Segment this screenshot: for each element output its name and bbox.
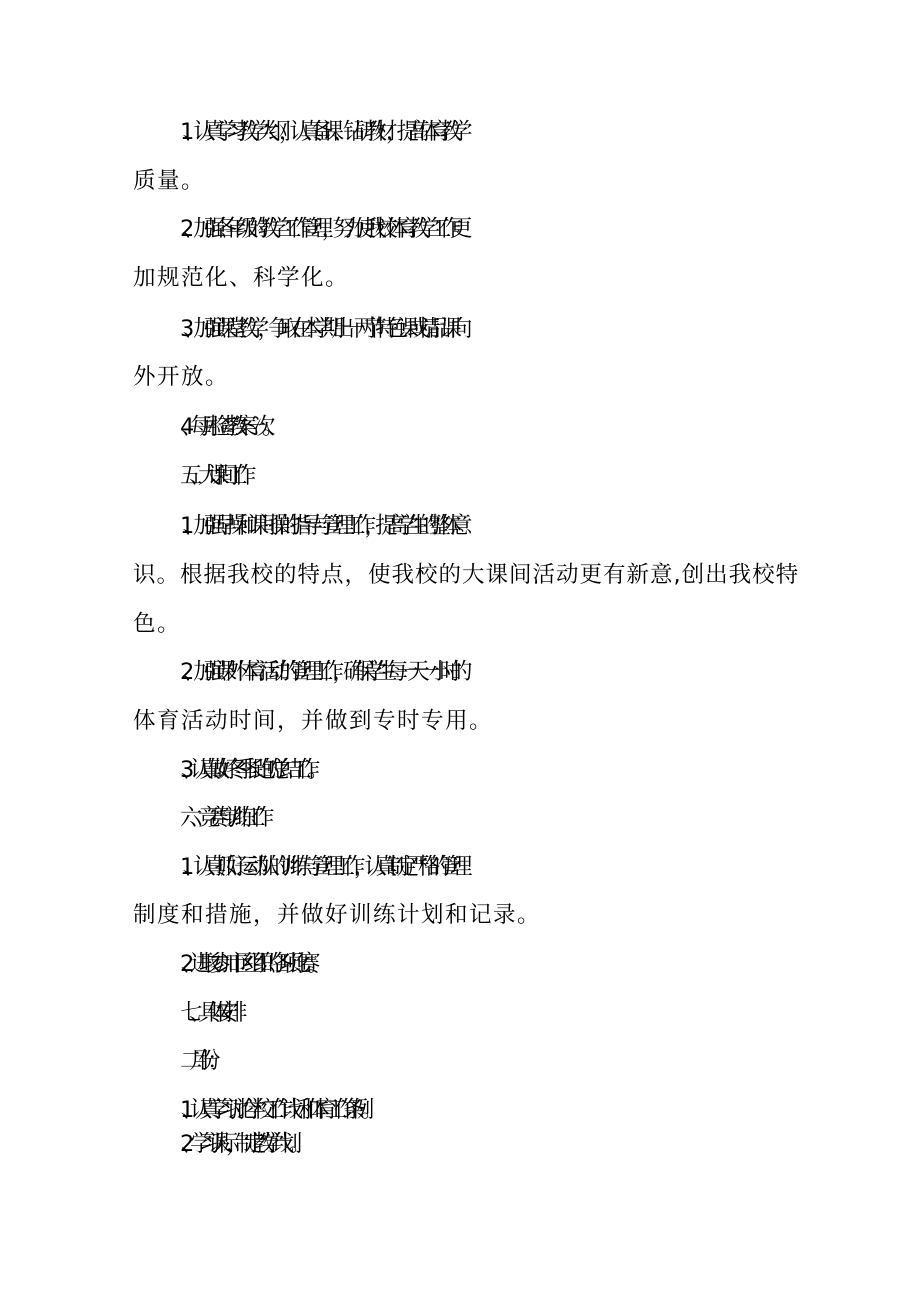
paragraph-line: 识。根据我校的特点，使我校的大课间活动更有新意,创出我校特 — [133, 562, 800, 588]
section-heading: 五、大课间工作 — [180, 463, 244, 489]
paragraph-line: 加规范化、科学化。 — [133, 265, 350, 291]
paragraph-line: 外开放。 — [133, 364, 230, 390]
sub-heading: 二月份： — [180, 1048, 217, 1074]
paragraph-line: 体育活动时间，并做到专时专用。 — [133, 708, 494, 734]
paragraph-line: 色。 — [133, 611, 182, 637]
section-heading: 六、竞赛与训练工作 — [180, 805, 262, 831]
paragraph-line: 2、学习课标，制定教学计划。 — [180, 1131, 298, 1157]
paragraph-line: 1、认真学习教学大纲，认真备课、钻研教材，提高体育教学 — [180, 119, 461, 145]
paragraph-line: 1、认真学习讨论学校工作计划和体育工作条例。 — [180, 1097, 370, 1123]
paragraph-line: 1、加强早操和课间操的指导与管理工作，提高学生的整体意 — [180, 513, 461, 539]
paragraph-line: 质量。 — [133, 168, 206, 194]
section-heading: 七、具体安排 — [180, 1000, 235, 1026]
paragraph-line: 1、认真抓好运动队的训练与管理工作，认真制定严格的管理 — [180, 854, 461, 880]
paragraph-line: 3、认真做好冬季长跑的总结工作。 — [180, 757, 316, 783]
paragraph-line: 4、每月检查教案一次。 — [180, 414, 271, 440]
paragraph-line: 2、加强课外体育活动的管理工作，确保学生每一天一小时的 — [180, 659, 461, 685]
paragraph-line: 制度和措施，并做好训练计划和记录。 — [133, 902, 542, 928]
paragraph-line: 2、加强各年级的教学工作管理，努力使我校体育教学工作更 — [180, 216, 461, 242]
paragraph-line: 2、进取参加市区组织的各项比赛。 — [180, 951, 316, 977]
paragraph-line: 3、加强课堂教学，争取在本学期出一两节特色课或精品课向 — [180, 316, 461, 342]
